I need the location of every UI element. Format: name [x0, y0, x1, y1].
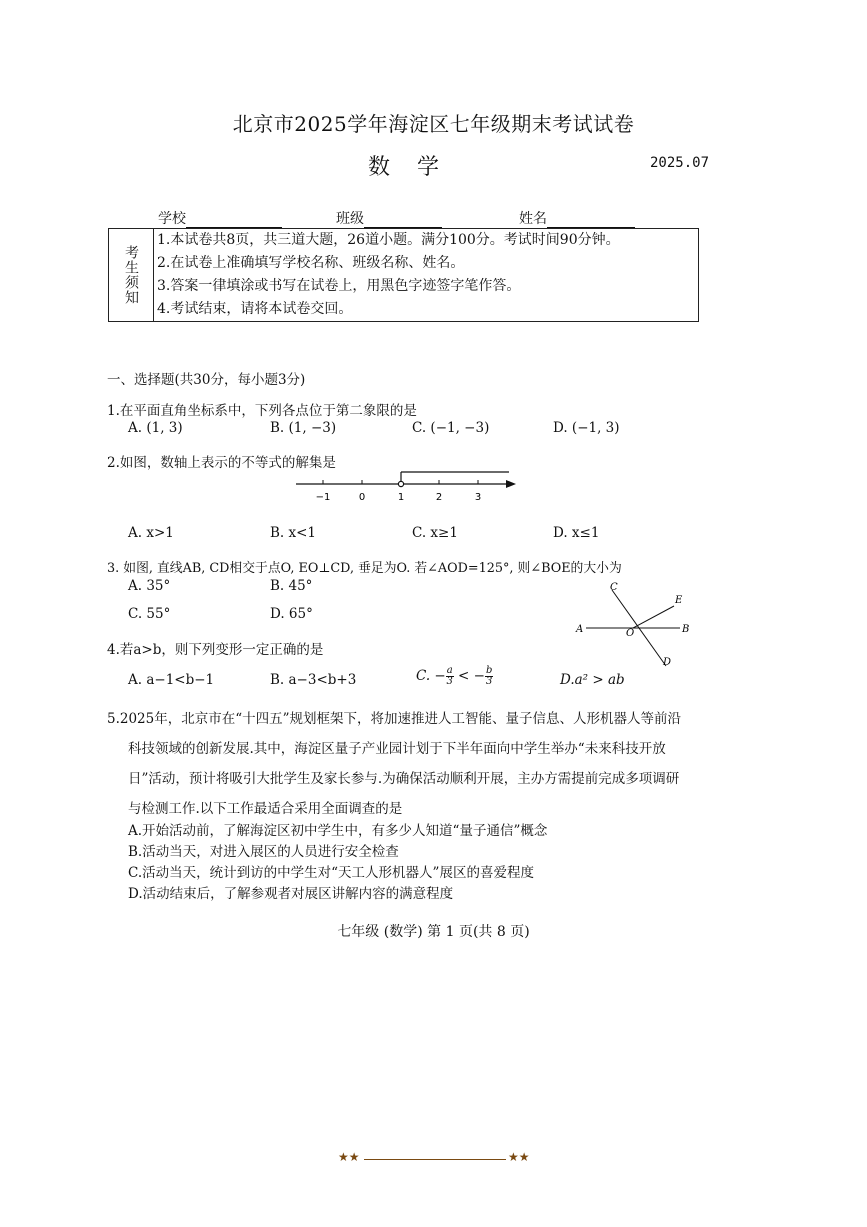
q3-option-a[interactable]: A. 35°: [128, 578, 171, 594]
q4-option-a[interactable]: A. a−1<b−1: [128, 672, 215, 688]
q4-option-c-lt: < −: [453, 668, 485, 684]
notice-box: [108, 228, 699, 322]
question-3-text: 3. 如图, 直线AB, CD相交于点O, EO⊥CD, 垂足为O. 若∠AOD=125°, 则∠BOE的大小为: [107, 561, 622, 576]
frac-num: b: [485, 665, 493, 676]
question-1-text: 1.在平面直角坐标系中，下列各点位于第二象限的是: [107, 403, 417, 419]
frac-num: a: [446, 665, 453, 676]
question-5-line: 日”活动，预计将吸引大批学生及家长参与.为确保活动顺利开展，主办方需提前完成多项调研: [128, 771, 680, 787]
q3-option-b[interactable]: B. 45°: [270, 578, 313, 594]
section-title: 一、选择题(共30分，每小题3分): [107, 372, 306, 388]
q2-option-b[interactable]: B. x<1: [270, 525, 317, 541]
notice-label: 考生须知: [123, 245, 139, 305]
fraction-b-over-3: [485, 666, 493, 687]
name-label: 姓名: [519, 211, 547, 227]
q5-option-b[interactable]: B.活动当天，对进入展区的人员进行安全检查: [128, 844, 399, 860]
name-field: [519, 208, 635, 228]
q1-option-d[interactable]: D. (−1, 3): [553, 420, 620, 436]
point-label: E: [675, 595, 683, 606]
school-label: 学校: [158, 211, 186, 227]
star-icon: ★★: [338, 1150, 360, 1164]
exam-date: 2025.07: [650, 155, 710, 171]
number-line-figure: [290, 464, 520, 506]
point-label: D: [663, 657, 672, 668]
question-5-line: 科技领域的创新发展.其中，海淀区量子产业园计划于下半年面向中学生举办“未来科技开放: [128, 741, 666, 757]
q5-option-a[interactable]: A.开始活动前，了解海淀区初中学生中，有多少人知道“量子通信”概念: [128, 823, 548, 839]
class-blank[interactable]: [364, 213, 442, 228]
fraction-a-over-3: [446, 666, 454, 687]
notice-item: 1.本试卷共8页，共三道大题，26道小题。满分100分。考试时间90分钟。: [157, 232, 620, 248]
q4-option-c-prefix: C. −: [416, 668, 446, 684]
q2-option-c[interactable]: C. x≥1: [412, 525, 458, 541]
q4-option-d[interactable]: D.a² > ab: [560, 672, 625, 688]
intersecting-lines-figure: [570, 578, 700, 670]
school-blank[interactable]: [186, 213, 282, 228]
notice-label-cell: [109, 229, 154, 321]
exam-title: 北京市2025学年海淀区七年级期末考试试卷: [232, 112, 635, 136]
axis-label: −1: [315, 492, 331, 503]
axis-label: 0: [358, 492, 366, 503]
axis-label: 1: [397, 492, 405, 503]
notice-item: 3.答案一律填涂或书写在试卷上，用黑色字迹签字笔作答。: [157, 278, 521, 294]
q4-option-b[interactable]: B. a−3<b+3: [270, 672, 357, 688]
q1-option-c[interactable]: C. (−1, −3): [412, 420, 490, 436]
subject-title: 数 学: [368, 155, 449, 180]
q3-option-d[interactable]: D. 65°: [270, 606, 313, 622]
notice-item: 2.在试卷上准确填写学校名称、班级名称、姓名。: [157, 255, 465, 271]
axis-label: 2: [435, 492, 443, 503]
decorative-divider: [338, 1150, 532, 1168]
q3-option-c[interactable]: C. 55°: [128, 606, 171, 622]
divider-line: [364, 1159, 506, 1160]
class-label: 班级: [336, 211, 364, 227]
q2-option-a[interactable]: A. x>1: [128, 525, 174, 541]
school-field: [158, 208, 282, 228]
q4-option-c[interactable]: [416, 666, 493, 687]
question-4-text: 4.若a>b，则下列变形一定正确的是: [107, 642, 324, 658]
question-5-line: 5.2025年，北京市在“十四五”规划框架下，将加速推进人工智能、量子信息、人形机器人等前沿: [107, 711, 682, 727]
point-label: O: [626, 628, 635, 639]
name-blank[interactable]: [547, 213, 635, 228]
question-2-text: 2.如图，数轴上表示的不等式的解集是: [107, 455, 336, 471]
star-icon: ★★: [508, 1150, 530, 1164]
q1-option-a[interactable]: A. (1, 3): [128, 420, 183, 436]
q2-option-d[interactable]: D. x≤1: [553, 525, 600, 541]
point-label: C: [610, 582, 618, 593]
q1-option-b[interactable]: B. (1, −3): [270, 420, 337, 436]
notice-items: [155, 229, 698, 321]
notice-item: 4.考试结束，请将本试卷交回。: [157, 301, 353, 317]
page-footer: 七年级 (数学) 第 1 页(共 8 页): [337, 924, 530, 940]
question-5-line: 与检测工作.以下工作最适合采用全面调查的是: [128, 801, 403, 817]
class-field: [336, 208, 442, 228]
frac-den: 3: [446, 676, 453, 687]
point-label: A: [576, 624, 584, 635]
axis-label: 3: [474, 492, 482, 503]
q5-option-c[interactable]: C.活动当天，统计到访的中学生对“天工人形机器人”展区的喜爱程度: [128, 865, 534, 881]
point-label: B: [682, 624, 690, 635]
frac-den: 3: [485, 676, 493, 687]
q5-option-d[interactable]: D.活动结束后，了解参观者对展区讲解内容的满意程度: [128, 886, 454, 902]
